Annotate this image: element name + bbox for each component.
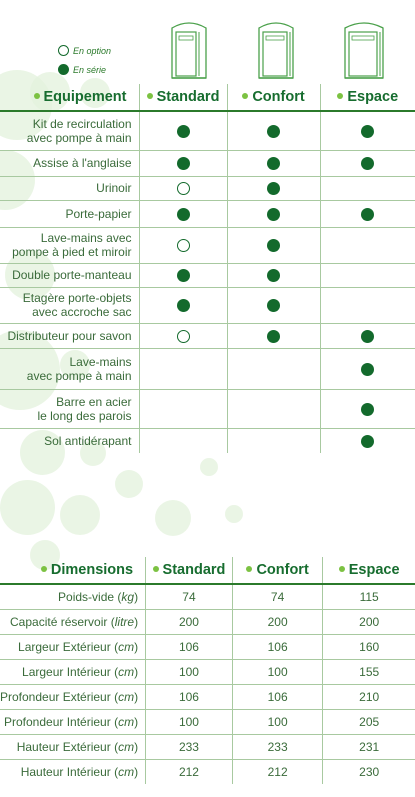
- col-standard: Standard: [139, 84, 227, 111]
- mark-cell: [227, 200, 320, 227]
- filled-circle-icon: [267, 239, 280, 252]
- equipment-label: [0, 428, 139, 453]
- mark-cell: [227, 150, 320, 176]
- dimension-name: Largeur Intérieur: [22, 664, 111, 679]
- dimension-value: 155: [323, 659, 415, 684]
- filled-circle-icon: [267, 269, 280, 282]
- equipment-label: [0, 287, 139, 323]
- open-circle-icon: [58, 45, 69, 56]
- dimension-unit: cm: [118, 714, 135, 729]
- espace-toilet-icon: [341, 18, 387, 82]
- table-row: [0, 428, 415, 453]
- label-line: Barre en acier: [56, 394, 132, 409]
- dimension-unit: cm: [118, 664, 135, 679]
- dimension-unit: cm: [118, 764, 135, 779]
- mark-cell: [227, 227, 320, 263]
- mark-cell: [320, 323, 415, 348]
- table-row: [0, 759, 415, 784]
- mark-cell: [320, 263, 415, 287]
- filled-circle-icon: [361, 435, 374, 448]
- filled-circle-icon: [361, 363, 374, 376]
- table-row: [0, 150, 415, 176]
- equipment-label: [0, 200, 139, 227]
- mark-cell: [227, 348, 320, 389]
- mark-cell: [320, 200, 415, 227]
- dimension-name: Largeur Extérieur: [18, 639, 111, 654]
- mark-cell: [227, 176, 320, 200]
- mark-cell: [320, 348, 415, 389]
- legend-option-label: En option: [73, 45, 112, 56]
- dimension-name: Poids-vide: [58, 589, 115, 604]
- mark-cell: [320, 150, 415, 176]
- table-row: [0, 609, 415, 634]
- filled-circle-icon: [361, 403, 374, 416]
- filled-circle-icon: [177, 208, 190, 221]
- label-line: Etagère porte-objets: [22, 291, 132, 305]
- dimension-label: Capacité réservoir (litre): [0, 609, 146, 634]
- open-circle-icon: [177, 330, 190, 343]
- legend-serie-label: En série: [73, 64, 107, 75]
- table-row: [0, 348, 415, 389]
- filled-circle-icon: [267, 182, 280, 195]
- dimension-unit: cm: [118, 639, 135, 654]
- dimension-value: 200: [146, 609, 233, 634]
- label-line: Lave-mains avec: [40, 231, 132, 245]
- mark-cell: [139, 227, 227, 263]
- mark-cell: [227, 428, 320, 453]
- dimension-name: Hauteur Extérieur: [16, 739, 111, 754]
- table-row: [0, 176, 415, 200]
- mark-cell: [139, 176, 227, 200]
- dimension-value: 106: [146, 684, 233, 709]
- legend-option: [58, 41, 111, 60]
- mark-cell: [227, 323, 320, 348]
- filled-circle-icon: [177, 125, 190, 138]
- mark-cell: [139, 200, 227, 227]
- filled-circle-icon: [361, 125, 374, 138]
- dimension-value: 205: [323, 709, 415, 734]
- mark-cell: [227, 389, 320, 428]
- equipment-table: [0, 84, 415, 453]
- table-row: [0, 227, 415, 263]
- dimension-label: Poids-vide (kg): [0, 584, 146, 609]
- label-line: avec accroche sac: [32, 305, 132, 319]
- dimension-value: 100: [146, 659, 233, 684]
- filled-circle-icon: [177, 269, 190, 282]
- col-confort: Confort: [227, 84, 320, 111]
- label-line: Urinoir: [96, 181, 132, 195]
- dimension-value: 115: [323, 584, 415, 609]
- mark-cell: [320, 111, 415, 150]
- filled-circle-icon: [361, 157, 374, 170]
- equipment-label: [0, 176, 139, 200]
- dimension-unit: litre: [114, 614, 135, 629]
- table-row: [0, 287, 415, 323]
- equipment-label: [0, 348, 139, 389]
- dimensions-table: [0, 557, 415, 784]
- filled-circle-icon: [267, 157, 280, 170]
- filled-circle-icon: [177, 299, 190, 312]
- dimension-value: 212: [232, 759, 322, 784]
- equipment-label: [0, 323, 139, 348]
- label-line: Sol antidérapant: [44, 433, 132, 448]
- mark-cell: [320, 428, 415, 453]
- dimension-value: 210: [323, 684, 415, 709]
- label-line: Double porte-manteau: [12, 268, 132, 282]
- mark-cell: [139, 348, 227, 389]
- filled-circle-icon: [267, 125, 280, 138]
- dimension-value: 200: [232, 609, 322, 634]
- dimension-label: Profondeur Intérieur (cm): [0, 709, 146, 734]
- label-line: Kit de recirculation: [32, 116, 132, 131]
- mark-cell: [320, 287, 415, 323]
- table-row: [0, 263, 415, 287]
- filled-circle-icon: [58, 64, 69, 75]
- mark-cell: [139, 111, 227, 150]
- col-espace: Espace: [320, 84, 415, 111]
- dimension-unit: kg: [121, 589, 135, 604]
- equipment-header-row: [0, 84, 415, 111]
- equipment-label: [0, 263, 139, 287]
- label-line: pompe à pied et miroir: [12, 245, 132, 259]
- table-row: [0, 111, 415, 150]
- legend-serie: [58, 60, 111, 79]
- filled-circle-icon: [177, 157, 190, 170]
- mark-cell: [320, 227, 415, 263]
- mark-cell: [320, 176, 415, 200]
- dimension-value: 106: [146, 634, 233, 659]
- dimension-label: Largeur Extérieur (cm): [0, 634, 146, 659]
- mark-cell: [320, 389, 415, 428]
- dimension-unit: cm: [118, 739, 135, 754]
- dimension-value: 200: [323, 609, 415, 634]
- dimension-value: 74: [146, 584, 233, 609]
- table-row: [0, 734, 415, 759]
- label-line: Lave-mains: [69, 354, 132, 369]
- col-standard: Standard: [146, 557, 233, 584]
- label-line: avec pompe à main: [26, 368, 132, 383]
- dimension-value: 212: [146, 759, 233, 784]
- mark-cell: [227, 287, 320, 323]
- equipment-heading: Equipement: [0, 84, 139, 111]
- table-row: [0, 634, 415, 659]
- table-row: [0, 684, 415, 709]
- dimension-value: 74: [232, 584, 322, 609]
- dimension-value: 106: [232, 634, 322, 659]
- dimension-value: 100: [232, 659, 322, 684]
- dimension-value: 106: [232, 684, 322, 709]
- filled-circle-icon: [267, 330, 280, 343]
- dimension-value: 100: [232, 709, 322, 734]
- dimension-value: 100: [146, 709, 233, 734]
- mark-cell: [139, 263, 227, 287]
- equipment-label: [0, 227, 139, 263]
- label-line: Porte-papier: [65, 206, 132, 221]
- label-line: avec pompe à main: [26, 130, 132, 145]
- table-row: [0, 323, 415, 348]
- dimension-unit: cm: [118, 689, 135, 704]
- label-line: Distributeur pour savon: [7, 328, 132, 343]
- table-row: [0, 389, 415, 428]
- mark-cell: [139, 389, 227, 428]
- table-row: [0, 200, 415, 227]
- legend: [58, 41, 111, 79]
- open-circle-icon: [177, 239, 190, 252]
- table-row: [0, 709, 415, 734]
- filled-circle-icon: [361, 330, 374, 343]
- dimension-label: Hauteur Intérieur (cm): [0, 759, 146, 784]
- standard-toilet-icon: [166, 18, 212, 82]
- dimension-label: Hauteur Extérieur (cm): [0, 734, 146, 759]
- dimensions-header-row: [0, 557, 415, 584]
- dimension-name: Profondeur Intérieur: [4, 714, 111, 729]
- mark-cell: [227, 263, 320, 287]
- open-circle-icon: [177, 182, 190, 195]
- dimension-name: Capacité réservoir: [10, 614, 108, 629]
- equipment-label: [0, 111, 139, 150]
- equipment-label: [0, 389, 139, 428]
- dimension-label: Profondeur Extérieur (cm): [0, 684, 146, 709]
- mark-cell: [139, 428, 227, 453]
- label-line: le long des parois: [37, 408, 132, 423]
- dimension-name: Hauteur Intérieur: [20, 764, 111, 779]
- mark-cell: [139, 150, 227, 176]
- filled-circle-icon: [267, 299, 280, 312]
- dimension-label: Largeur Intérieur (cm): [0, 659, 146, 684]
- dimension-value: 160: [323, 634, 415, 659]
- col-confort: Confort: [232, 557, 322, 584]
- mark-cell: [139, 287, 227, 323]
- equipment-label: [0, 150, 139, 176]
- dimensions-heading: Dimensions: [0, 557, 146, 584]
- col-espace: Espace: [323, 557, 415, 584]
- dimension-value: 233: [232, 734, 322, 759]
- dimension-value: 231: [323, 734, 415, 759]
- table-row: [0, 584, 415, 609]
- filled-circle-icon: [267, 208, 280, 221]
- filled-circle-icon: [361, 208, 374, 221]
- dimension-value: 230: [323, 759, 415, 784]
- dimension-value: 233: [146, 734, 233, 759]
- label-line: Assise à l'anglaise: [33, 156, 132, 170]
- table-row: [0, 659, 415, 684]
- dimension-name: Profondeur Extérieur: [0, 689, 111, 704]
- mark-cell: [227, 111, 320, 150]
- mark-cell: [139, 323, 227, 348]
- confort-toilet-icon: [253, 18, 299, 82]
